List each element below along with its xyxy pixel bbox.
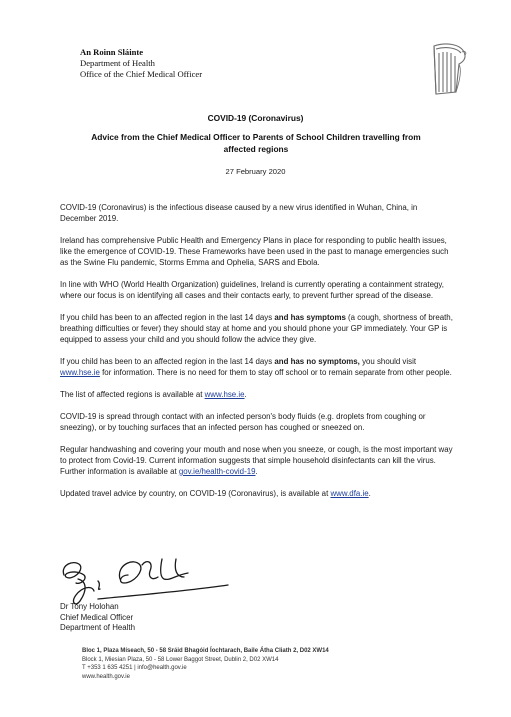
p8-text-b: . [255, 467, 258, 476]
department-name: Department of Health [80, 58, 155, 68]
p5-text-c: you should visit [359, 357, 417, 366]
footer-address-english: Block 1, Miesian Plaza, 50 - 58 Lower Baggot Street, Dublin 2, D02 XW14 [82, 656, 279, 663]
paragraph-handwashing [60, 444, 455, 477]
signer-name: Dr Tony Holohan [60, 602, 119, 611]
office-name: Office of the Chief Medical Officer [80, 69, 203, 79]
p8-text-a: Regular handwashing and covering your mouth and nose when you sneeze, or cough, is the most important way to protect from Covid-19. Current information suggests that simple household disinfectants can kill the virus. Further information is available at [60, 445, 453, 476]
p6-text-b: . [244, 390, 247, 399]
harp-crest-icon [426, 40, 470, 98]
document-date: 27 February 2020 [225, 167, 286, 176]
p5-text-a: If you child has been to an affected region in the last 14 days [60, 357, 275, 366]
dfa-link[interactable]: www.dfa.ie [330, 489, 369, 498]
p4-bold: and has symptoms [274, 313, 346, 322]
footer-website[interactable]: www.health.gov.ie [82, 673, 130, 680]
p5-bold: and has no symptoms, [274, 357, 360, 366]
signer-role: Chief Medical Officer [60, 612, 134, 622]
paragraph-travel [60, 488, 455, 499]
hse-regions-link[interactable]: www.hse.ie [204, 390, 245, 399]
p9-text-a: Updated travel advice by country, on COVID-19 (Coronavirus), is available at [60, 489, 331, 498]
p4-text-c: (a cough, shortness of breath, breathing difficulties or fever) they should stay at home and you should phone your GP immediately. Your GP is equipped to assess your child and you should follow the advice they give. [60, 313, 453, 344]
paragraph-spread: COVID-19 is spread through contact with an infected person's body fluids (e.g. droplets from coughing or sneezing), or by touching surfaces that an infected person has coughed or sneezed on. [60, 412, 426, 432]
irish-department-name: An Roinn Sláinte [80, 47, 144, 57]
hse-link[interactable]: www.hse.ie [60, 368, 100, 377]
handwritten-signature [58, 555, 258, 609]
document-subtitle [66, 131, 446, 155]
letter-body [60, 202, 455, 510]
paragraph-who: In line with WHO (World Health Organization) guidelines, Ireland is currently operating a containment strategy, where our focus is on identifying all cases and their contacts early, to prevent further spread of the disease. [60, 280, 444, 300]
gov-covid-link[interactable]: gov.ie/health-covid-19 [178, 467, 256, 476]
p6-text-a: The list of affected regions is available at [60, 390, 205, 399]
paragraph-intro: COVID-19 (Coronavirus) is the infectious disease caused by a new virus identified in Wuhan, China, in December 2019. [60, 203, 418, 223]
document-title: COVID-19 (Coronavirus) [207, 113, 304, 123]
footer-contact: T +353 1 635 4251 | info@health.gov.ie [82, 665, 187, 672]
footer-address-irish: Bloc 1, Plaza Míseach, 50 - 58 Sráid Bhagóid Íochtarach, Baile Átha Cliath 2, D02 XW14 [82, 648, 329, 654]
signer-department: Department of Health [60, 623, 135, 633]
p9-text-b: . [368, 489, 371, 498]
paragraph-regions [60, 389, 455, 400]
subtitle-line-2: affected regions [223, 144, 289, 154]
subtitle-line-1: Advice from the Chief Medical Officer to Parents of School Children travelling from [91, 132, 421, 142]
footer-address [82, 647, 329, 681]
paragraph-no-symptoms [60, 356, 455, 378]
paragraph-symptoms [60, 312, 455, 345]
paragraph-plans: Ireland has comprehensive Public Health and Emergency Plans in place for responding to public health issues, like the emergence of COVID-19. These Frameworks have been used in the past to manage emergencies such as the Swine Flu pandemic, Storms Emma and Ophelia, SARS and Ebola. [60, 236, 449, 267]
p5-text-d: for information. There is no need for them to stay off school or to remain separate from other people. [99, 368, 452, 377]
department-header [80, 47, 202, 80]
p4-text-a: If you child has been to an affected region in the last 14 days [60, 313, 275, 322]
signer-block [60, 602, 135, 634]
